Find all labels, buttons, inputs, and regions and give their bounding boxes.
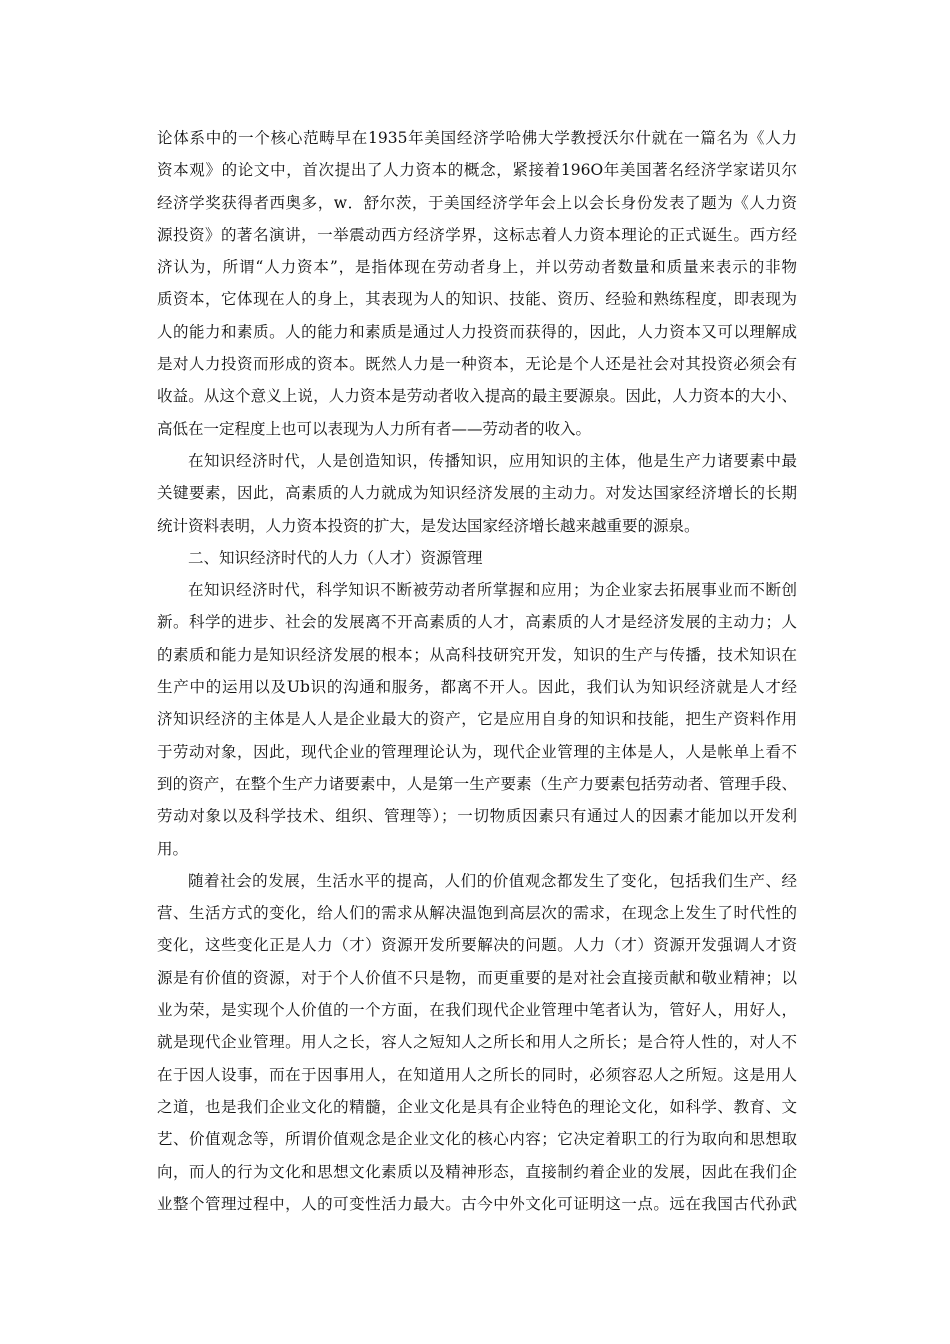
text-line: 随着社会的发展，生活水平的提高，人们的价值观念都发生了变化，包括我们生产、经 (188, 871, 797, 890)
text-line: 新。科学的进步、社会的发展离不开高素质的人才，高素质的人才是经济发展的主动力；人 (157, 613, 797, 632)
text-line: 在于因人设事，而在于因事用人，在知道用人之所长的同时，必须容忍人之所短。这是用人 (157, 1065, 797, 1084)
text-line: 的素质和能力是知识经济发展的根本；从高科技研究开发，知识的生产与传播，技术知识在 (157, 645, 797, 664)
text-line: 就是现代企业管理。用人之长，容人之短知人之所长和用人之所长；是合符人性的，对人不 (157, 1033, 797, 1052)
text-line: 劳动对象以及科学技术、组织、管理等）；一切物质因素只有通过人的因素才能加以开发利 (157, 807, 797, 826)
text-line: 高低在一定程度上也可以表现为人力所有者——劳动者的收入。 (157, 419, 592, 438)
text-line: 向，而人的行为文化和思想文化素质以及精神形态，直接制约着企业的发展，因此在我们企 (157, 1162, 797, 1181)
text-line: 变化，这些变化正是人力（才）资源开发所要解决的问题。人力（才）资源开发强调人才资 (157, 936, 797, 955)
text-line: 业为荣，是实现个人价值的一个方面，在我们现代企业管理中笔者认为，管好人，用好人， (157, 1001, 797, 1020)
text-line: 资本观》的论文中，首次提出了人力资本的概念，紧接着196O年美国著名经济学家诺贝尔 (157, 161, 797, 180)
text-line: 论体系中的一个核心范畴早在1935年美国经济学哈佛大学教授沃尔什就在一篇名为《人力 (157, 129, 797, 147)
text-line: 二、知识经济时代的人力（人才）资源管理 (188, 548, 483, 567)
text-line: 在知识经济时代，科学知识不断被劳动者所掌握和应用；为企业家去拓展事业而不断创 (188, 581, 797, 600)
text-line: 用。 (157, 839, 189, 858)
text-line: 在知识经济时代，人是创造知识，传播知识，应用知识的主体，他是生产力诸要素中最 (188, 451, 797, 470)
text-line: 人的能力和素质。人的能力和素质是通过人力投资而获得的，因此，人力资本又可以理解成 (157, 322, 797, 341)
text-line: 源投资》的著名演讲，一举震动西方经济学界，这标志着人力资本理论的正式诞生。西方经 (157, 225, 797, 244)
text-line: 济知识经济的主体是人人是企业最大的资产，它是应用自身的知识和技能，把生产资料作用 (157, 710, 797, 729)
text-line: 关键要素，因此，高素质的人力就成为知识经济发展的主动力。对发达国家经济增长的长期 (157, 484, 797, 503)
text-line: 是对人力投资而形成的资本。既然人力是一种资本，无论是个人还是社会对其投资必须会有 (157, 355, 797, 374)
text-line: 生产中的运用以及Ub识的沟通和服务，都离不开人。因此，我们认为知识经济就是人才经 (157, 678, 797, 697)
text-line: 收益。从这个意义上说，人力资本是劳动者收入提高的最主要源泉。因此，人力资本的大小、 (157, 387, 797, 406)
text-line: 统计资料表明，人力资本投资的扩大，是发达国家经济增长越来越重要的源泉。 (157, 516, 700, 535)
text-line: 营、生活方式的变化，给人们的需求从解决温饱到高层次的需求，在现念上发生了时代性的 (157, 904, 797, 923)
text-line: 于劳动对象，因此，现代企业的管理理论认为，现代企业管理的主体是人，人是帐单上看不 (157, 742, 797, 761)
text-line: 源是有价值的资源，对于个人价值不只是物，而更重要的是对社会直接贡献和敬业精神；以 (157, 968, 797, 987)
text-line: 经济学奖获得者西奥多，w．舒尔茨，于美国经济学年会上以会长身份发表了题为《人力资 (157, 193, 797, 212)
text-line: 质资本，它体现在人的身上，其表现为人的知识、技能、资历、经验和熟练程度，即表现为 (157, 290, 797, 309)
text-line: 艺、价值观念等，所谓价值观念是企业文化的核心内容；它决定着职工的行为取向和思想取 (157, 1130, 797, 1149)
text-line: 到的资产，在整个生产力诸要素中，人是第一生产要素（生产力要素包括劳动者、管理手段、 (157, 774, 797, 793)
text-line: 之道，也是我们企业文化的精髓，企业文化是具有企业特色的理论文化，如科学、教育、文 (157, 1097, 797, 1116)
document-page (157, 122, 797, 1220)
text-line: 业整个管理过程中，人的可变性活力最大。古今中外文化可证明这一点。远在我国古代孙武 (157, 1194, 797, 1213)
text-line: 济认为，所谓“人力资本”，是指体现在劳动者身上，并以劳动者数量和质量来表示的非物 (157, 258, 797, 277)
